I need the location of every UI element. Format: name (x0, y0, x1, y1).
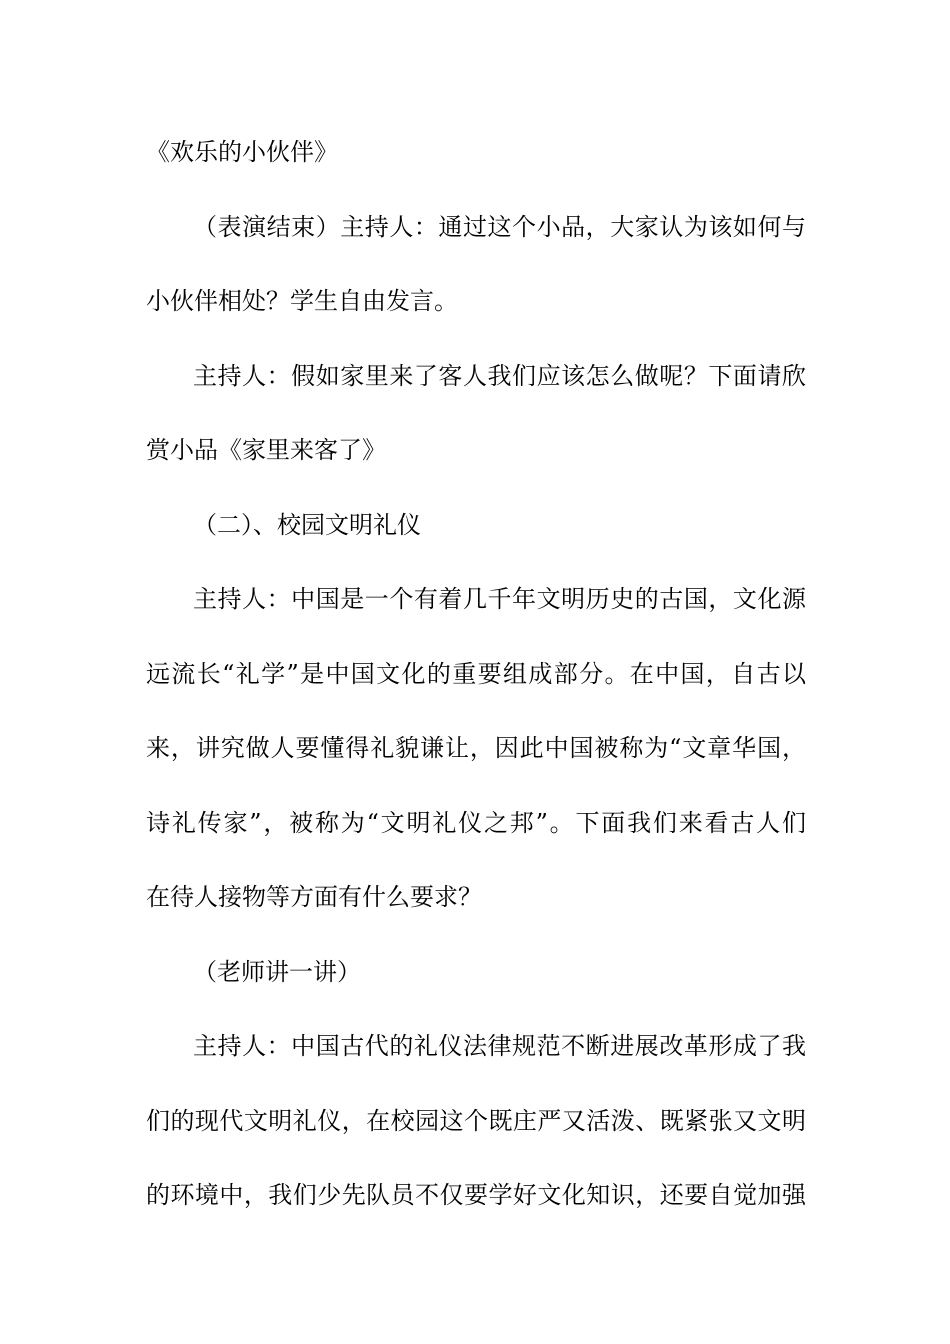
document-body (146, 124, 806, 1242)
text-line-7: 主持人：中国是一个有着几千年文明历史的古国，文化源 (193, 585, 806, 613)
text-line-9: 来，讲究做人要懂得礼貌谦让，因此中国被称为“文章华国， (146, 734, 806, 762)
text-line-4: 主持人：假如家里来了客人我们应该怎么做呢？下面请欣 (193, 361, 806, 390)
text-line-1: 《欢乐的小伙伴》 (146, 138, 338, 166)
text-line-5: 赏小品《家里来客了》 (146, 436, 386, 464)
text-line-12: （老师讲一讲） (193, 957, 361, 986)
text-line-13: 主持人：中国古代的礼仪法律规范不断进展改革形成了我 (193, 1032, 806, 1060)
text-line-8: 远流长“礼学”是中国文化的重要组成部分。在中国，自古以 (146, 659, 806, 688)
text-line-2: （表演结束）主持人：通过这个小品，大家认为该如何与 (193, 212, 806, 241)
text-line-15: 的环境中，我们少先队员不仅要学好文化知识，还要自觉加强 (146, 1181, 806, 1209)
text-line-11: 在待人接物等方面有什么要求？ (146, 883, 482, 911)
section-heading-campus-etiquette: （二）、校园文明礼仪 (193, 510, 421, 539)
text-line-10: 诗礼传家”，被称为“文明礼仪之邦”。下面我们来看古人们 (146, 808, 806, 837)
text-line-14: 们的现代文明礼仪，在校园这个既庄严又活泼、既紧张又文明 (146, 1106, 806, 1135)
text-line-3: 小伙伴相处？学生自由发言。 (146, 287, 458, 315)
